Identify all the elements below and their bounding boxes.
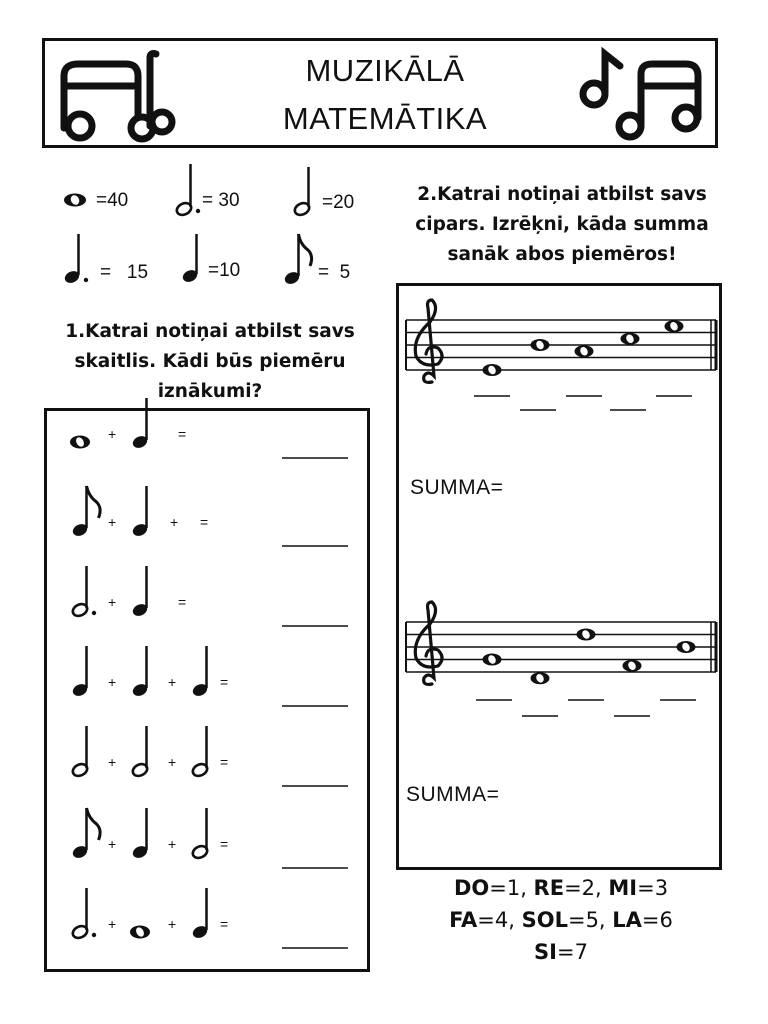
key-line-1 <box>396 872 726 904</box>
legend-dotted-half-note-icon <box>175 160 205 220</box>
task1-heading-line-3: iznākumi? <box>157 381 263 402</box>
equals-sign: = <box>220 836 229 852</box>
key-line-3 <box>396 936 726 968</box>
task1-heading-line-2: skaitlis. Kādi būs piemēru <box>74 351 346 372</box>
key-la-name: LA <box>612 908 642 932</box>
equals-sign: = <box>220 754 229 770</box>
task2-heading-line-2: cipars. Izrēķni, kāda summa <box>415 214 709 235</box>
solfege-key <box>396 872 726 968</box>
legend-whole-note-icon <box>62 192 92 212</box>
task1-heading <box>30 317 390 407</box>
equals-sign: = <box>200 514 209 530</box>
plus-sign: + <box>108 674 117 690</box>
key-do-name: DO <box>453 876 490 900</box>
plus-sign: + <box>108 754 117 770</box>
legend-dotted-quarter-value: = 15 <box>100 262 149 283</box>
key-re-name: RE <box>533 876 565 900</box>
key-la-value: =6 <box>641 908 673 932</box>
left-notes-icon <box>56 46 186 141</box>
task2-heading <box>382 180 742 270</box>
plus-sign: + <box>170 514 179 530</box>
plus-sign: + <box>168 916 177 932</box>
equals-sign: = <box>178 594 187 610</box>
right-notes-icon <box>578 46 708 141</box>
key-fa-name: FA <box>449 908 478 932</box>
equals-sign: = <box>178 426 187 442</box>
legend-half-value: =20 <box>322 192 355 213</box>
title-line-2: MATEMĀTIKA <box>282 101 488 136</box>
key-re-value: =2, <box>564 876 609 900</box>
legend-eighth-note-icon <box>282 232 316 290</box>
summa-label-2: SUMMA= <box>406 783 500 806</box>
plus-sign: + <box>108 836 117 852</box>
key-do-value: =1, <box>489 876 534 900</box>
key-line-2 <box>396 904 726 936</box>
key-fa-value: =4, <box>477 908 522 932</box>
legend-eighth-value: = 5 <box>318 262 351 283</box>
plus-sign: + <box>108 916 117 932</box>
title-line-1: MUZIKĀLĀ <box>305 53 465 88</box>
plus-sign: + <box>168 754 177 770</box>
summa-label-1: SUMMA= <box>410 476 504 499</box>
key-si-value: =7 <box>556 940 588 964</box>
plus-sign: + <box>108 426 117 442</box>
key-si-name: SI <box>534 940 557 964</box>
task1-heading-line-1: 1.Katrai notiņai atbilst savs <box>65 321 355 342</box>
plus-sign: + <box>108 594 117 610</box>
key-mi-value: =3 <box>637 876 669 900</box>
key-sol-value: =5, <box>567 908 613 932</box>
key-mi-name: MI <box>608 876 638 900</box>
task2-box <box>396 283 722 870</box>
plus-sign: + <box>168 836 177 852</box>
legend-quarter-note-icon <box>180 232 210 287</box>
page-title <box>200 52 570 138</box>
key-sol-name: SOL <box>521 908 568 932</box>
plus-sign: + <box>108 514 117 530</box>
task1-box <box>44 408 370 972</box>
legend-whole-value: =40 <box>96 190 129 211</box>
equals-sign: = <box>220 674 229 690</box>
legend-half-note-icon <box>292 165 322 220</box>
plus-sign: + <box>168 674 177 690</box>
task2-heading-line-1: 2.Katrai notiņai atbilst savs <box>417 184 707 205</box>
task2-heading-line-3: sanāk abos piemēros! <box>447 244 677 265</box>
legend-quarter-value: =10 <box>208 260 241 281</box>
legend-dotted-half-value: = 30 <box>202 190 240 211</box>
equals-sign: = <box>220 916 229 932</box>
legend-dotted-quarter-note-icon <box>62 232 92 287</box>
